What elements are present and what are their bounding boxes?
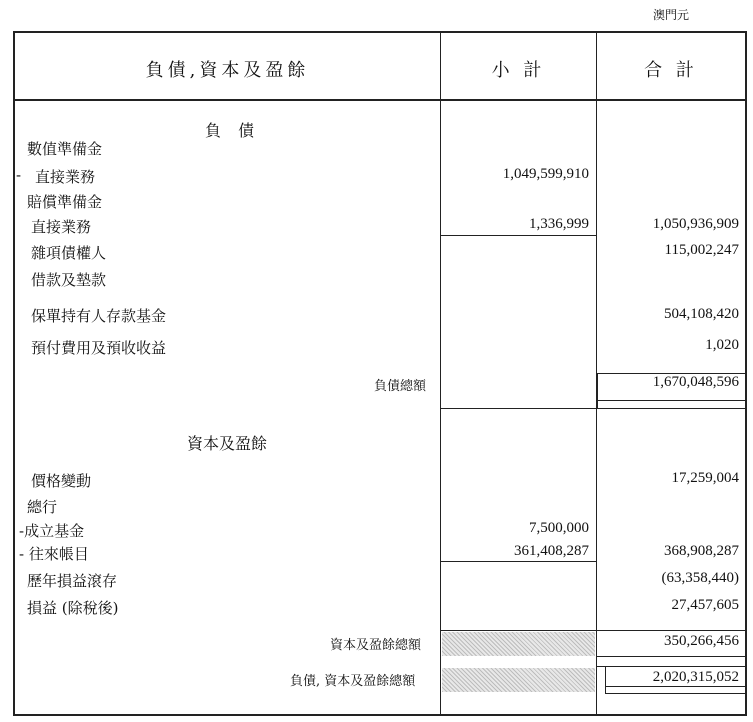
loans-advances-label: 借款及墊款: [31, 271, 107, 289]
direct-business-1-subtotal: 1,049,599,910: [502, 166, 589, 182]
table-border-left: [13, 31, 15, 716]
table-border-top: [13, 31, 747, 33]
column-header-total: 合 計: [644, 60, 698, 81]
direct-business-2-subtotal: 1,336,999: [529, 216, 589, 232]
total-liabilities-box-left: [597, 373, 598, 409]
current-account-subtotal: 361,408,287: [514, 543, 589, 559]
total-capital-total: 350,266,456: [664, 633, 739, 649]
subtotal-gap-line-2: [441, 630, 596, 631]
grand-total-shaded-cell: [442, 668, 595, 692]
total-liabilities-underline-2: [597, 408, 745, 409]
currency-unit: 澳門元: [653, 8, 690, 22]
grand-total-underline-2: [605, 693, 745, 694]
current-account-total: 368,908,287: [664, 543, 739, 559]
column-divider-1: [440, 31, 441, 716]
policyholder-deposit-fund-total: 504,108,420: [664, 306, 739, 322]
claims-reserves-label: 賠償準備金: [27, 193, 103, 211]
grand-total-underline-1: [605, 686, 745, 687]
capital-heading: 資本及盈餘: [187, 434, 268, 453]
total-capital-topline: [597, 630, 745, 631]
subtotal-gap-line: [441, 408, 596, 409]
sundry-creditors-total: 115,002,247: [664, 242, 739, 258]
grand-total-label: 負債, 資本及盈餘總額: [290, 674, 416, 689]
total-liabilities-underline-1: [597, 400, 745, 401]
profit-after-tax-label: 損益 (除稅後): [27, 599, 119, 617]
total-capital-label: 資本及盈餘總額: [330, 638, 422, 653]
retained-label: 歷年損益滾存: [27, 572, 118, 590]
retained-total: (63,358,440): [661, 570, 739, 586]
grand-total-topline: [597, 666, 745, 667]
direct-business-2-label: 直接業務: [31, 218, 92, 236]
revaluation-label: 價格變動: [31, 472, 92, 490]
direct-business-1-label: 直接業務: [35, 168, 96, 186]
table-border-bottom: [13, 714, 747, 716]
accrued-deferred-label: 預付費用及預收收益: [31, 339, 167, 357]
establishment-fund-label: -成立基金: [19, 522, 85, 540]
grand-total-box-left: [605, 666, 606, 694]
total-liabilities-label: 負債總額: [374, 379, 427, 394]
total-liabilities-total: 1,670,048,596: [652, 374, 739, 390]
sundry-creditors-label: 雜項債權人: [31, 244, 107, 262]
profit-after-tax-total: 27,457,605: [671, 597, 739, 613]
subtotal-underline-2: [441, 561, 596, 562]
total-capital-underline: [597, 656, 745, 657]
table-border-right: [745, 31, 747, 716]
establishment-fund-subtotal: 7,500,000: [529, 520, 589, 536]
current-account-label: - 往來帳目: [19, 545, 89, 563]
policyholder-deposit-fund-label: 保單持有人存款基金: [31, 307, 167, 325]
liabilities-heading: 負 債: [205, 121, 261, 140]
header-divider: [13, 99, 747, 101]
grand-total-total: 2,020,315,052: [652, 669, 739, 685]
subtotal-underline-1: [441, 235, 596, 236]
head-office-label: 總行: [27, 498, 58, 516]
revaluation-total: 17,259,004: [671, 470, 739, 486]
column-header-subtotal: 小 計: [491, 60, 546, 81]
total-capital-shaded-cell: [442, 632, 595, 656]
dash-marker: -: [16, 166, 22, 184]
technical-reserves-label: 數值準備金: [27, 140, 103, 158]
direct-business-2-total: 1,050,936,909: [652, 216, 739, 232]
column-header-description: 負債,資本及盈餘: [145, 60, 310, 81]
accrued-deferred-total: 1,020: [705, 337, 739, 353]
